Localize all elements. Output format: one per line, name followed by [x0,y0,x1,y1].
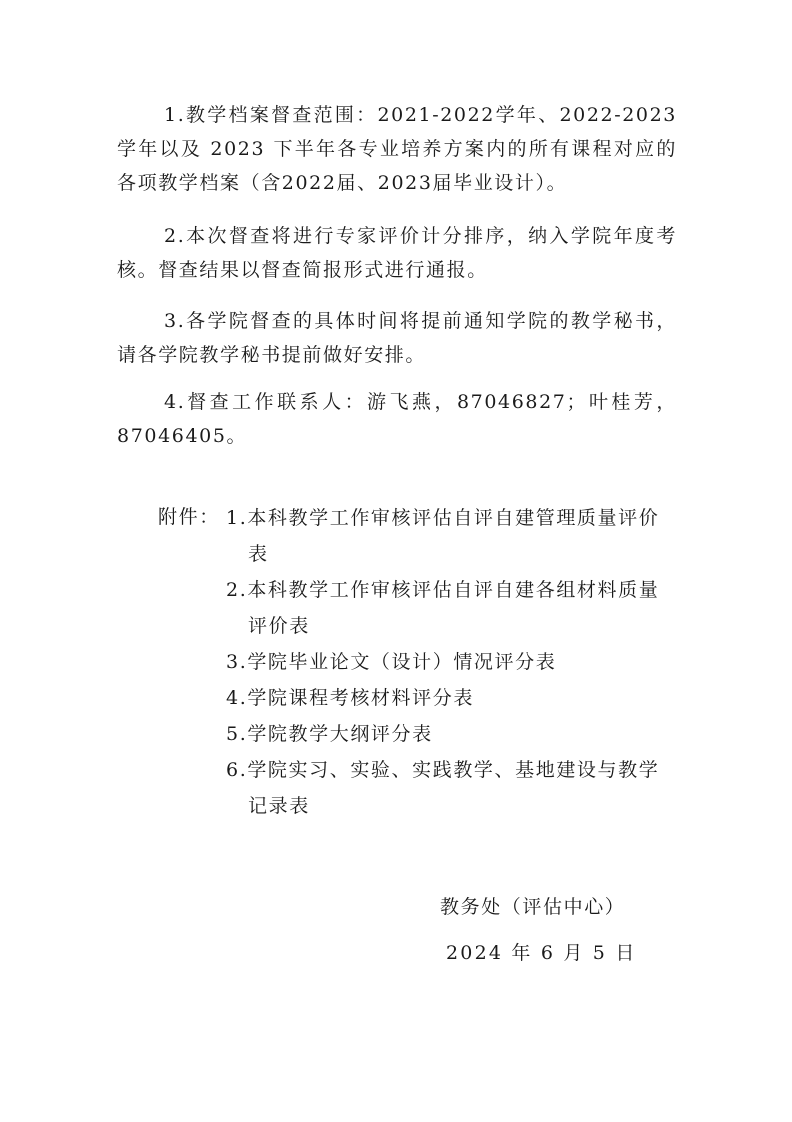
attachments-list [226,500,676,824]
attachment-item: 6.学院实习、实验、实践教学、基地建设与教学记录表 [226,759,660,817]
paragraph-schedule: 3.各学院督查的具体时间将提前通知学院的教学秘书，请各学院教学秘书提前做好安排。 [117,310,677,366]
attachment-item: 4.学院课程考核材料评分表 [226,687,474,709]
attachment-item: 1.本科教学工作审核评估自评自建管理质量评价表 [226,507,660,565]
paragraph-evaluation: 2.本次督查将进行专家评价计分排序，纳入学院年度考核。督查结果以督查简报形式进行通报。 [117,225,677,281]
signature-organization: 教务处（评估中心） [440,896,626,918]
attachment-item: 5.学院教学大纲评分表 [226,723,433,745]
attachment-item: 2.本科教学工作审核评估自评自建各组材料质量评价表 [226,579,660,637]
paragraph-scope: 1.教学档案督查范围：2021-2022学年、2022-2023学年以及 2023 下半年各专业培养方案内的所有课程对应的各项教学档案（含2022届、2023届毕业设计）。 [117,104,677,194]
attachment-item: 3.学院毕业论文（设计）情况评分表 [226,651,557,673]
signature-date: 2024 年 6 月 5 日 [446,942,637,964]
attachments-label: 附件： [158,506,220,528]
paragraph-contacts: 4.督查工作联系人：游飞燕，87046827；叶桂芳，87046405。 [117,391,677,447]
